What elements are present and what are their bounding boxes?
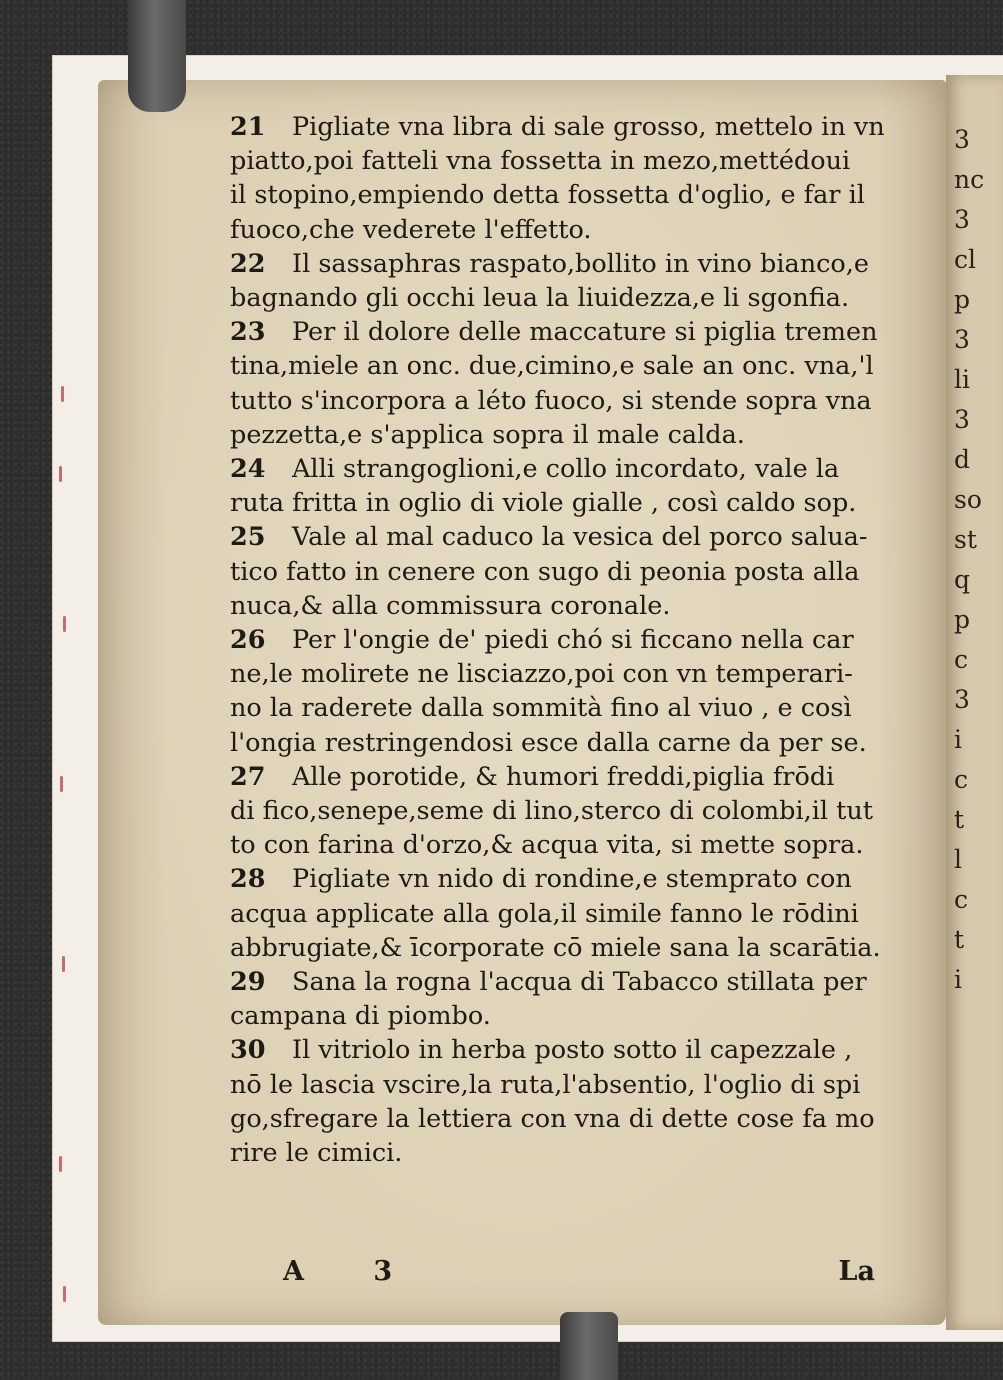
entry-text: tutto s'incorpora a léto fuoco, si stende sopra vna [230, 385, 872, 416]
recipe-entry [230, 315, 910, 452]
entry-line [230, 794, 910, 828]
entry-text: ne,le molirete ne lisciazzo,poi con vn temperari- [230, 659, 853, 690]
adjacent-page-fragment: p [954, 605, 971, 634]
recipe-entry [230, 862, 910, 965]
adjacent-page-fragment: d [954, 445, 971, 474]
entry-text: l'ongia restringendosi esce dalla carne da per se. [230, 727, 867, 758]
adjacent-page-fragment: p [954, 285, 971, 314]
entry-first-line [230, 452, 910, 486]
recipe-entry [230, 1033, 910, 1170]
entry-line [230, 691, 910, 725]
entry-number: 27 [230, 761, 266, 792]
entry-first-line [230, 247, 910, 281]
entry-first-line [230, 1033, 910, 1067]
entry-text: il stopino,empiendo detta fossetta d'oglio, e far il [230, 180, 865, 211]
recipe-entry [230, 247, 910, 315]
entry-text: pezzetta,e s'applica sopra il male calda. [230, 419, 745, 450]
adjacent-page-fragment: li [954, 365, 970, 394]
adjacent-page-fragment: l [954, 845, 962, 874]
adjacent-page-fragment: st [954, 525, 977, 554]
signature-mark: A 3 [283, 1256, 423, 1287]
adjacent-page-fragment: c [954, 645, 969, 674]
entry-first-line [230, 965, 910, 999]
entry-line [230, 657, 910, 691]
entry-text: Alli strangoglioni,e collo incordato, vale la [292, 454, 840, 485]
adjacent-page-fragment: t [954, 805, 965, 834]
entry-line [230, 1102, 910, 1136]
page-footer [283, 1256, 903, 1287]
adjacent-page-fragment: nc [954, 165, 985, 194]
entry-line [230, 486, 910, 520]
entry-line [230, 897, 910, 931]
entry-number: 23 [230, 317, 266, 348]
entry-text: abbrugiate,& īcorporate cō miele sana la scarātia. [230, 932, 881, 963]
entry-text: tina,miele an onc. due,cimino,e sale an onc. vna,'l [230, 351, 874, 382]
entry-text: Il sassaphras raspato,bollito in vino bianco,e [292, 248, 869, 279]
entry-text: Alle porotide, & humori freddi,piglia frōdi [292, 761, 835, 792]
adjacent-page-fragment: i [954, 725, 962, 754]
entry-line [230, 178, 910, 212]
adjacent-page-edge [946, 75, 1003, 1330]
entry-line [230, 1068, 910, 1102]
entry-text: Pigliate vn nido di rondine,e stemprato con [292, 864, 852, 895]
adjacent-page-fragment: so [954, 485, 982, 514]
recipe-entry [230, 760, 910, 863]
entry-first-line [230, 760, 910, 794]
entry-line [230, 999, 910, 1033]
entry-text: fuoco,che vederete l'effetto. [230, 214, 592, 245]
recipe-entry [230, 110, 910, 247]
entry-text: acqua applicate alla gola,il simile fanno le rōdini [230, 898, 859, 929]
entry-number: 24 [230, 454, 266, 485]
entry-line [230, 281, 910, 315]
entry-line [230, 144, 910, 178]
entry-number: 29 [230, 967, 266, 998]
entry-text: piatto,poi fatteli vna fossetta in mezo,mettédoui [230, 146, 851, 177]
catchword: La [838, 1256, 875, 1287]
entry-line [230, 589, 910, 623]
entry-number: 28 [230, 864, 266, 895]
entry-text: no la raderete dalla sommità fino al viuo , e così [230, 693, 852, 724]
adjacent-page-fragment: 3 [954, 125, 970, 154]
entry-line [230, 418, 910, 452]
entry-first-line [230, 520, 910, 554]
entry-first-line [230, 315, 910, 349]
entry-text: go,sfregare la lettiera con vna di dette cose fa mo [230, 1103, 875, 1134]
entry-text: rire le cimici. [230, 1138, 403, 1169]
entry-number: 25 [230, 522, 266, 553]
entry-text: Vale al mal caduco la vesica del porco salua- [292, 522, 868, 553]
entry-first-line [230, 110, 910, 144]
adjacent-page-fragment: 3 [954, 205, 970, 234]
entry-text: Per il dolore delle maccature si piglia tremen [292, 317, 878, 348]
entry-line [230, 828, 910, 862]
top-binder-clip [128, 0, 186, 112]
entry-first-line [230, 623, 910, 657]
adjacent-page-fragment: c [954, 765, 969, 794]
entry-text: Pigliate vna libra di sale grosso, mettelo in vn [292, 112, 885, 142]
entry-text: bagnando gli occhi leua la liuidezza,e li sgonfia. [230, 283, 850, 314]
recipe-entry [230, 520, 910, 623]
entry-text: campana di piombo. [230, 1001, 491, 1032]
entry-text: nuca,& alla commissura coronale. [230, 590, 671, 621]
adjacent-page-fragment: 3 [954, 325, 970, 354]
entry-line [230, 384, 910, 418]
adjacent-page-fragment: 3 [954, 685, 970, 714]
entry-line [230, 726, 910, 760]
entry-text: Il vitriolo in herba posto sotto il capezzale , [292, 1035, 853, 1066]
entry-line [230, 213, 910, 247]
bottom-binder-clip [560, 1312, 618, 1380]
entry-first-line [230, 862, 910, 896]
entry-text: tico fatto in cenere con sugo di peonia posta alla [230, 556, 860, 587]
page-text [230, 110, 910, 1170]
entry-text: nō le lascia vscire,la ruta,l'absentio, l'oglio di spi [230, 1069, 861, 1100]
recipe-entry [230, 965, 910, 1033]
recipe-entry [230, 452, 910, 520]
entry-line [230, 555, 910, 589]
recipe-entry [230, 623, 910, 760]
entry-number: 21 [230, 112, 266, 142]
entry-text: to con farina d'orzo,& acqua vita, si mette sopra. [230, 830, 864, 861]
entry-text: ruta fritta in oglio di viole gialle , così caldo sop. [230, 488, 857, 519]
adjacent-page-fragment: i [954, 965, 962, 994]
adjacent-page-fragment: c [954, 885, 969, 914]
adjacent-page-fragment: cl [954, 245, 976, 274]
adjacent-page-fragment: q [954, 565, 971, 594]
entry-text: Per l'ongie de' piedi chó si ficcano nella car [292, 625, 854, 656]
entry-line [230, 931, 910, 965]
entry-text: di fico,senepe,seme di lino,sterco di colombi,il tut [230, 796, 874, 827]
entry-line [230, 1136, 910, 1170]
adjacent-page-fragment: 3 [954, 405, 970, 434]
entry-number: 26 [230, 625, 266, 656]
entry-line [230, 349, 910, 383]
entry-number: 30 [230, 1035, 266, 1066]
entry-text: Sana la rogna l'acqua di Tabacco stillata per [292, 967, 867, 998]
entry-number: 22 [230, 248, 266, 279]
adjacent-page-fragment: t [954, 925, 965, 954]
